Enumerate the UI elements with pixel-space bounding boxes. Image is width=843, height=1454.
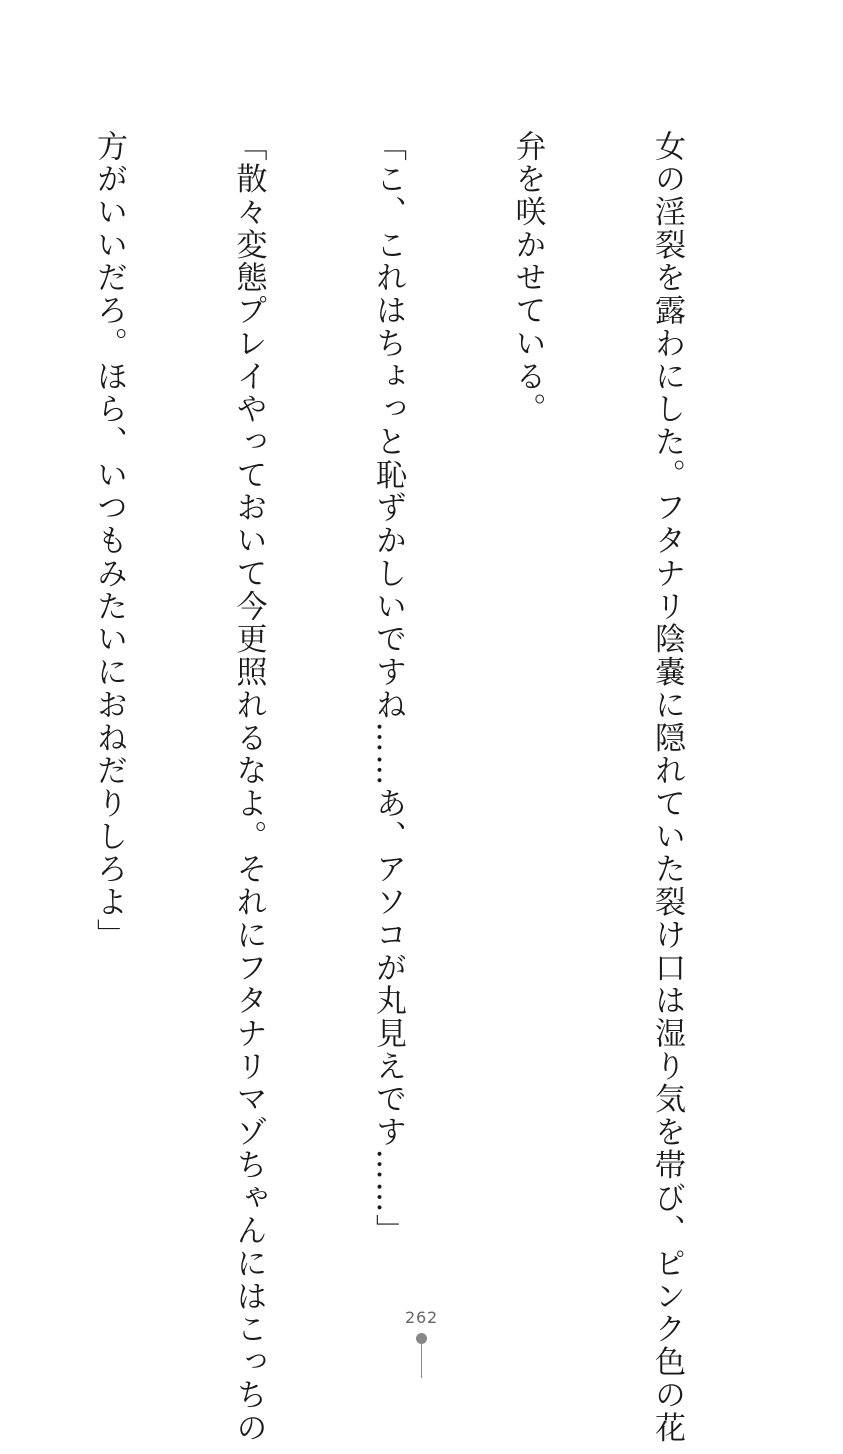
text-line: 方がいいだろ。ほら、いつもみたいにおねだりしろよ」 xyxy=(91,130,127,952)
page-ornament-icon xyxy=(416,1333,427,1378)
text-line: 「散々変態プレイやっておいて今更照れるなよ。それにフタナリマゾちゃんにはこっちの xyxy=(230,130,267,1445)
text-line: 女の淫裂を露わにした。フタナリ陰嚢に隠れていた裂け口は湿り気を帯び、ピンク色の花 xyxy=(649,130,685,1445)
ornament-dot xyxy=(416,1333,427,1344)
text-line: 「こ、これはちょっと恥ずかしいですね……あ、アソコが丸見えです……」 xyxy=(370,130,406,1248)
page-number: 262 xyxy=(405,1308,438,1327)
text-line: 弁を咲かせている。 xyxy=(509,130,546,426)
ornament-line xyxy=(421,1344,422,1378)
